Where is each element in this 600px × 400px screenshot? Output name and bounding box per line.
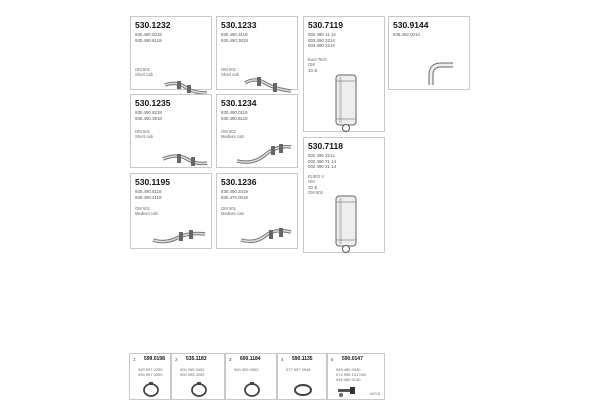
- clamp-icon: [190, 382, 208, 398]
- part-card-530-1234[interactable]: [216, 94, 298, 168]
- pipe-bend-icon: [151, 226, 207, 248]
- part-number: 530.1195: [135, 177, 170, 187]
- part-number: 530.1236: [221, 177, 257, 187]
- clamp-icon: [142, 382, 160, 398]
- oem-references: 000 300 0002: [234, 367, 259, 372]
- oem-references: 945 997 0290 945 997 0000: [138, 367, 163, 377]
- pipe-bend-icon: [235, 143, 293, 169]
- part-card-530-1232[interactable]: [130, 16, 212, 90]
- accessory-item-3[interactable]: [225, 353, 277, 400]
- fitment-note: OM 502 Medium cab: [221, 129, 244, 140]
- part-number: 530.1232: [135, 20, 171, 30]
- part-card-530-7119[interactable]: [303, 16, 385, 132]
- oem-references: 930.490.8218 930.490.3818: [135, 110, 162, 121]
- silencer-icon: [332, 194, 360, 254]
- oem-references: 945 480 0040 074 995 131 000 945 480 0140: [336, 367, 367, 382]
- part-card-530-7118[interactable]: [303, 137, 385, 253]
- oem-references: 930.490.3419 930.470.0018: [221, 189, 248, 200]
- part-number: 530.1235: [135, 98, 171, 108]
- fitment-note: OM 501 Medium cab: [221, 206, 244, 217]
- pipe-bend-icon: [239, 226, 293, 248]
- part-number: 530.1234: [221, 98, 257, 108]
- accessory-item-1[interactable]: [129, 353, 171, 400]
- clamp-icon: [243, 382, 261, 398]
- position-number: 5: [331, 357, 334, 362]
- part-card-530-1233[interactable]: [216, 16, 298, 90]
- oem-references: 930.490.0118 930.490.8118: [221, 110, 248, 121]
- part-number: 530.9144: [393, 20, 429, 30]
- oem-references: 945.492.0014: [393, 32, 420, 37]
- accessory-item-2[interactable]: [171, 353, 225, 400]
- part-number: 530.7118: [308, 141, 343, 151]
- part-number: 530.7119: [308, 20, 343, 30]
- bolt-kit-icon: [336, 384, 358, 398]
- part-number: 590.1135: [292, 356, 313, 362]
- oem-references: 077 997 2045: [286, 367, 311, 372]
- part-card-530-1236[interactable]: [216, 173, 298, 249]
- fitment-note: OM 501 Short cab: [221, 67, 239, 78]
- oem-references: 002 490 11 14 002 490 2214 002 490 2214: [308, 32, 336, 49]
- oem-references: 930.490.8218 930.490.8118: [135, 32, 162, 43]
- part-number: 535.1183: [186, 356, 207, 362]
- oem-references: 002 490 2214 002 490 71 14 002 490 21 14: [308, 153, 337, 170]
- part-card-530-1195[interactable]: [130, 173, 212, 249]
- pipe-bend-icon: [161, 151, 209, 171]
- part-card-530-9144[interactable]: [388, 16, 470, 90]
- fitment-note: OM 501 Short cab: [135, 67, 153, 78]
- elbow-pipe-icon: [427, 59, 455, 87]
- accessory-item-5[interactable]: [327, 353, 385, 400]
- oem-references: 930.490.3118 930.490.3818: [221, 32, 248, 43]
- quantity-label: 4X0.5: [369, 391, 380, 396]
- part-number: 600.1184: [240, 356, 261, 362]
- gasket-ring-icon: [293, 383, 313, 397]
- part-number: 599.0198: [144, 356, 165, 362]
- position-number: 2: [175, 357, 178, 362]
- position-number: 4: [281, 357, 284, 362]
- fitment-note: OM 501 Short cab: [135, 129, 153, 140]
- part-number: 590.0147: [342, 356, 363, 362]
- part-card-530-1235[interactable]: [130, 94, 212, 168]
- oem-references: 000 995 0402 000 995 0202: [180, 367, 205, 377]
- oem-references: 930.490.8118 930.490.4118: [135, 189, 162, 200]
- position-number: 1: [133, 357, 136, 362]
- fitment-note: EURO V OM 3D B OM 502: [308, 174, 325, 196]
- part-number: 530.1233: [221, 20, 257, 30]
- accessory-item-4[interactable]: [277, 353, 327, 400]
- fitment-note: Euro Tech OM 3D B: [308, 57, 327, 73]
- position-number: 3: [229, 357, 232, 362]
- silencer-icon: [332, 73, 360, 133]
- accessories-row: [129, 353, 385, 400]
- fitment-note: OM 501 Medium cab: [135, 206, 158, 217]
